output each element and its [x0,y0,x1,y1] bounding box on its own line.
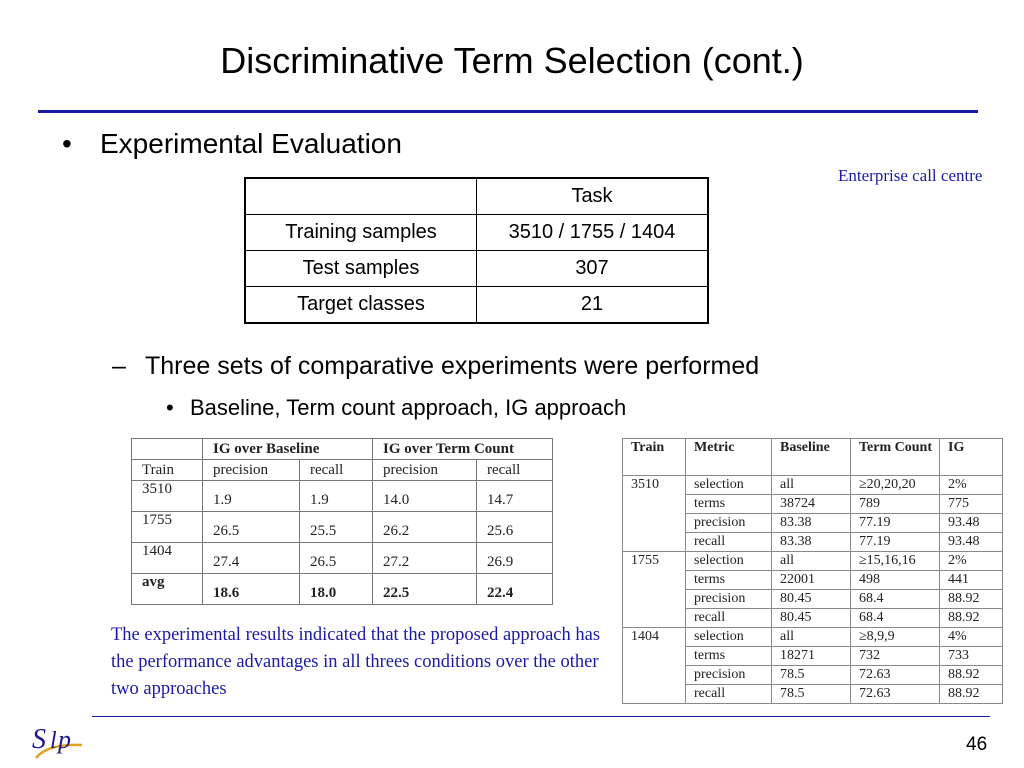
svg-text:p: p [58,725,71,754]
table-cell: selection [686,628,772,647]
table-cell: Training samples [245,215,477,251]
table-cell: all [772,476,851,495]
table-cell: 93.48 [940,514,1003,533]
table-row [132,543,553,574]
table-cell: 72.63 [851,685,940,704]
table-cell: 732 [851,647,940,666]
table-row [132,481,553,512]
dash-marker: – [112,352,126,380]
table-cell: IG over Term Count [373,439,553,460]
table-cell: Baseline [772,439,851,476]
table-cell: 1755 [132,512,203,543]
bullet-experimental-evaluation [62,128,402,160]
table-cell: 22.4 [477,574,553,605]
table-cell-train: 3510 [623,476,686,552]
table-cell: 26.9 [477,543,553,574]
table-cell: 3510 / 1755 / 1404 [477,215,709,251]
sub-bullet-text: Three sets of comparative experiments were performed [145,352,760,380]
table-cell: 88.92 [940,590,1003,609]
table-cell: terms [686,647,772,666]
table-cell: IG [940,439,1003,476]
table-cell: terms [686,495,772,514]
table-cell: avg [132,574,203,605]
page-number: 46 [966,734,988,755]
table-cell: 14.0 [373,481,477,512]
table-row [245,251,708,287]
table-cell: precision [203,460,300,481]
table-row [623,552,1003,571]
table-cell: 78.5 [772,666,851,685]
table-cell: precision [686,590,772,609]
table-cell-train: 1404 [623,628,686,704]
table-row [623,476,1003,495]
table-cell: all [772,628,851,647]
table-cell: 77.19 [851,514,940,533]
table-cell: 2% [940,552,1003,571]
table-row [132,512,553,543]
table-cell: ≥8,9,9 [851,628,940,647]
table-cell: IG over Baseline [203,439,373,460]
table-cell: 83.38 [772,533,851,552]
results-note: The experimental results indicated that the proposed approach has the performance advantages in all threes conditions over the other two approaches [111,625,601,699]
table-cell-train: 1755 [623,552,686,628]
table-row [245,178,708,215]
table-cell: ≥20,20,20 [851,476,940,495]
table-cell: 27.4 [203,543,300,574]
table-cell: 83.38 [772,514,851,533]
table-cell: 88.92 [940,609,1003,628]
table-cell: 18.0 [300,574,373,605]
table-cell: 18271 [772,647,851,666]
table-cell [132,439,203,460]
table-cell: 4% [940,628,1003,647]
table-cell: 498 [851,571,940,590]
table-cell: 14.7 [477,481,553,512]
svg-text:l: l [50,728,57,754]
table-cell: 80.45 [772,609,851,628]
table-cell: 441 [940,571,1003,590]
table-cell: 1.9 [300,481,373,512]
svg-text:S: S [32,724,46,755]
table-row [623,439,1003,476]
table-cell: 3510 [132,481,203,512]
table-cell: 68.4 [851,609,940,628]
table-cell: Metric [686,439,772,476]
sub-sub-bullet-approaches [166,395,626,421]
table-cell: 80.45 [772,590,851,609]
table-cell: ≥15,16,16 [851,552,940,571]
table-cell: 775 [940,495,1003,514]
table-cell: Task [477,178,709,215]
table-cell: 733 [940,647,1003,666]
table-cell: 789 [851,495,940,514]
table-cell: 18.6 [203,574,300,605]
title-divider [38,110,978,113]
table-cell: 22001 [772,571,851,590]
table-cell: recall [686,685,772,704]
table-cell: Term Count [851,439,940,476]
table-cell: 88.92 [940,666,1003,685]
table-row [132,460,553,481]
table-cell: Target classes [245,287,477,324]
table-cell: 25.6 [477,512,553,543]
table-cell: 21 [477,287,709,324]
bullet-marker: • [166,395,174,420]
bullet-text: Experimental Evaluation [100,128,402,159]
table-cell: 22.5 [373,574,477,605]
table-cell: 307 [477,251,709,287]
table-row [623,628,1003,647]
table-cell: 93.48 [940,533,1003,552]
sub-bullet-experiments [112,352,759,381]
bullet-marker: • [62,128,72,159]
table-cell: Train [132,460,203,481]
dataset-annotation: Enterprise call centre [838,166,983,185]
table-cell: recall [477,460,553,481]
table-row [245,287,708,324]
table-cell: 77.19 [851,533,940,552]
table-cell: selection [686,476,772,495]
table-cell: 72.63 [851,666,940,685]
table-cell: 78.5 [772,685,851,704]
comparison-table [622,438,1003,704]
table-cell: 26.2 [373,512,477,543]
table-cell: Test samples [245,251,477,287]
table-cell: recall [686,533,772,552]
table-row [245,215,708,251]
table-cell: 26.5 [300,543,373,574]
task-table [244,177,709,324]
table-cell: 68.4 [851,590,940,609]
table-cell: 26.5 [203,512,300,543]
slp-logo [30,718,90,760]
table-cell: recall [686,609,772,628]
table-cell: recall [300,460,373,481]
table-cell: terms [686,571,772,590]
table-cell [245,178,477,215]
table-cell: 38724 [772,495,851,514]
slide-title: Discriminative Term Selection (cont.) [220,40,804,81]
sub-sub-bullet-text: Baseline, Term count approach, IG approach [190,395,627,420]
footer-divider [92,716,990,717]
table-cell: 1404 [132,543,203,574]
table-cell: 1.9 [203,481,300,512]
table-cell: 25.5 [300,512,373,543]
table-cell: Train [623,439,686,476]
table-cell: 2% [940,476,1003,495]
table-cell: selection [686,552,772,571]
ig-improvement-table [131,438,553,605]
table-cell: 88.92 [940,685,1003,704]
table-cell: precision [686,514,772,533]
table-cell: all [772,552,851,571]
table-row [132,439,553,460]
table-row-average [132,574,553,605]
table-cell: 27.2 [373,543,477,574]
table-cell: precision [686,666,772,685]
table-cell: precision [373,460,477,481]
